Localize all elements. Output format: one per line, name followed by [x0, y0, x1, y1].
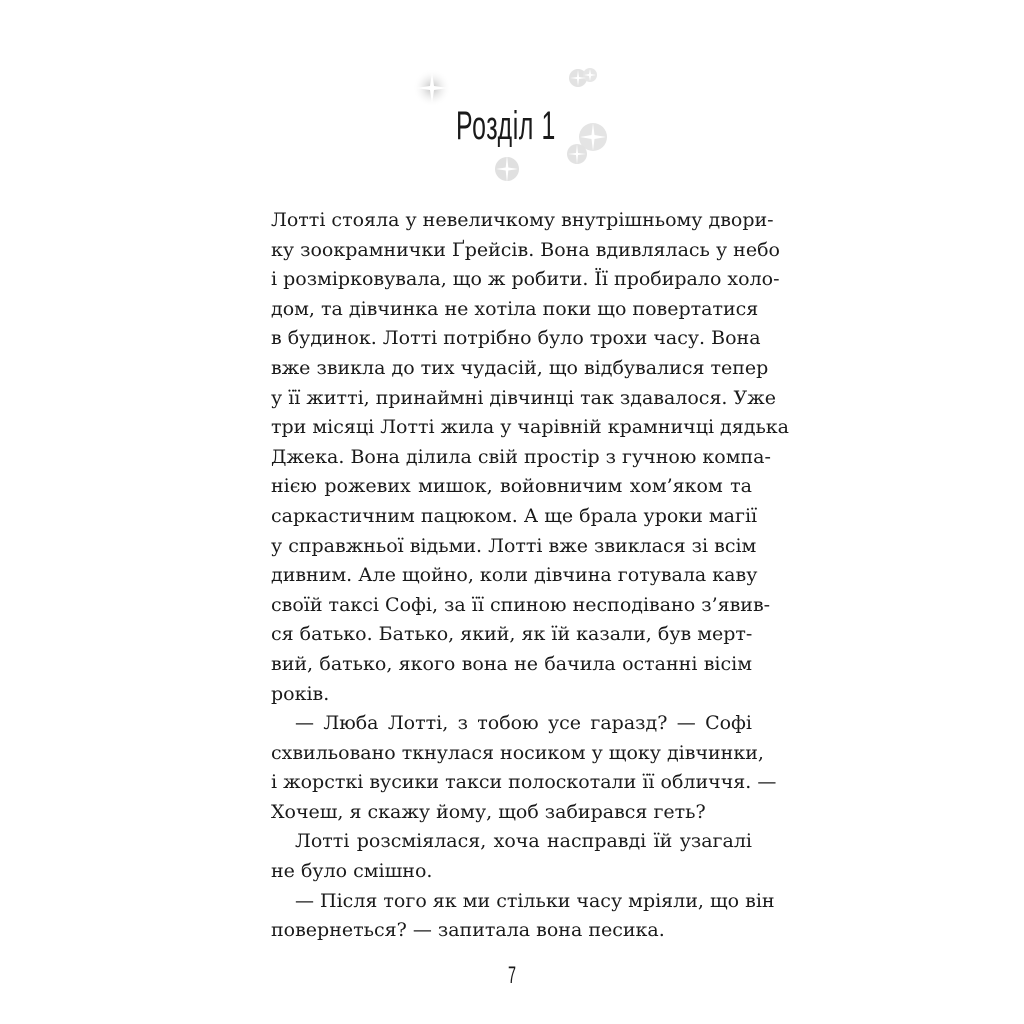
text-line: Лотті розсміялася, хоча насправді їй узагалі: [295, 830, 752, 853]
sparkle-icon: [568, 66, 598, 88]
text-line: у її житті, принаймні дівчинці так здавалося. Уже: [271, 386, 776, 409]
text-line: не було смішно.: [271, 860, 433, 883]
page-number: 7: [507, 962, 517, 989]
text-line: Джека. Вона ділила свій простір з гучною компа-: [271, 445, 771, 468]
text-line: у справжньої відьми. Лотті вже звиклася зі всім: [271, 534, 757, 557]
text-line: років.: [271, 682, 330, 705]
text-line: схвильовано ткнулася носиком у щоку дівчинки,: [271, 741, 764, 764]
text-line: саркастичним пацюком. А ще брала уроки магії: [271, 504, 758, 527]
text-line: нією рожевих мишок, войовничим хом’яком та: [271, 475, 752, 498]
text-line: своїй таксі Софі, за її спиною несподівано з’явив-: [271, 593, 771, 616]
text-line: ся батько. Батько, який, як їй казали, був мерт-: [271, 623, 753, 646]
text-line: Хочеш, я скажу йому, щоб забирався геть?: [271, 800, 706, 823]
text-line: три місяці Лотті жила у чарівній крамничці дядька: [271, 416, 789, 439]
chapter-header: [400, 60, 630, 190]
text-line: дивним. Але щойно, коли дівчина готувала каву: [271, 564, 758, 587]
text-line: і розмірковувала, що ж робити. Її пробирало холо-: [271, 268, 780, 291]
chapter-title: Розділ 1: [456, 104, 556, 148]
text-line: Лотті стояла у невеличкому внутрішньому двори-: [271, 209, 774, 231]
body-text: [271, 206, 789, 946]
text-line: — Після того як ми стільки часу мріяли, що він: [295, 889, 775, 912]
text-line: і жорсткі вусики такси полоскотали її обличчя. —: [271, 771, 777, 794]
sparkle-icon: [412, 68, 452, 108]
text-line: — Люба Лотті, з тобою усе гаразд? — Софі: [295, 712, 752, 735]
text-line: ку зоокрамнички Ґрейсів. Вона вдивлялась у небо: [271, 238, 780, 261]
sparkle-icon: [566, 142, 588, 166]
text-line: вий, батько, якого вона не бачила останні вісім: [271, 652, 752, 675]
text-line: дом, та дівчинка не хотіла поки що повертатися: [271, 297, 759, 320]
sparkle-icon: [494, 152, 520, 186]
text-line: в будинок. Лотті потрібно було трохи часу. Вона: [271, 327, 761, 350]
text-line: повернеться? — запитала вона песика.: [271, 919, 665, 942]
text-line: вже звикла до тих чудасій, що відбувалися тепер: [271, 356, 769, 379]
